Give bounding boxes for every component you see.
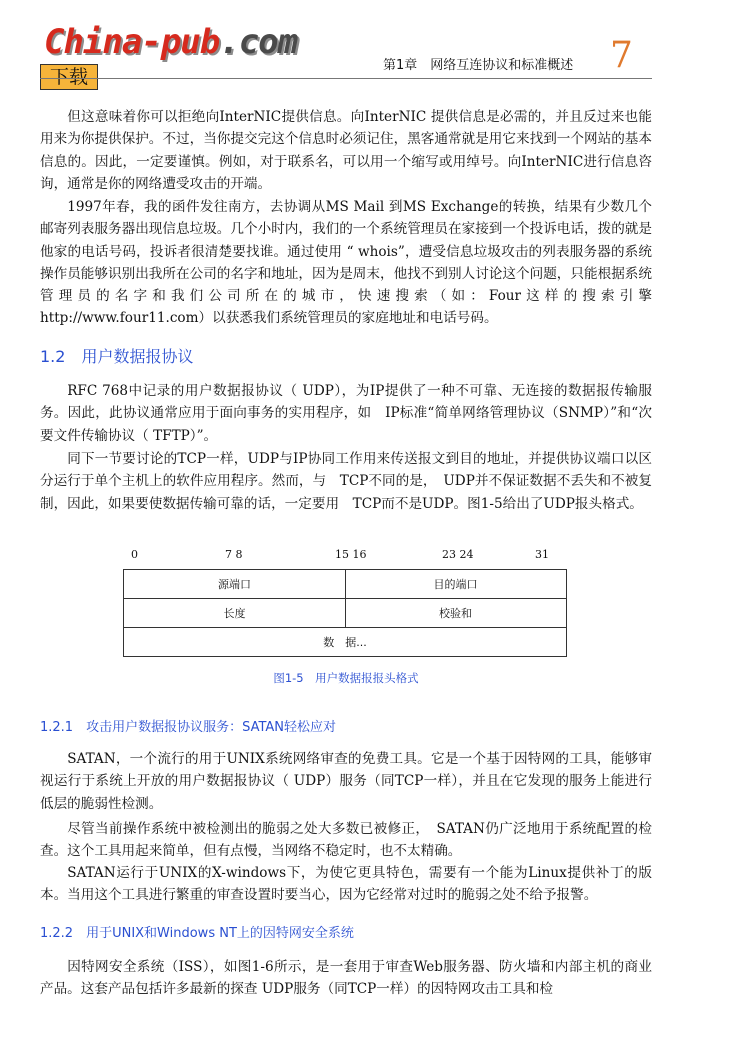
section-heading-1-2-2: 1.2.2 用于UNIX和Windows NT上的因特网安全系统 <box>40 926 354 941</box>
paragraph: RFC 768中记录的用户数据报协议（ UDP），为IP提供了一种不可靠、无连接的数据报传输服务。因此，此协议通常应用于面向事务的实用程序，如 IP标准“简单网络管理协议（SNMP）”和“次要文件传输协议（ TFTP）”。 <box>40 383 652 444</box>
bit-label: 7 8 <box>225 548 243 561</box>
dest-port-field: 目的端口 <box>433 578 478 591</box>
length-field: 长度 <box>223 607 246 620</box>
china-pub-logo <box>40 22 298 94</box>
paragraph: 1997年春，我的函件发往南方，去协调从MS Mail 到MS Exchange的转换，结果有少数几个邮寄列表服务器出现信息垃圾。几个小时内，我们的一个系统管理员在家接到一个投诉电话，拨的就是他家的电话号码，投诉者很清楚要找谁。通过使用 “ whois”，遭受信息垃圾攻击的列表服务器的系统操作员能够识别出我所在公司的名字和地址，因为是周末，他找不到别人讨论这个问题，只能根据系统管理员的名字和我们公司所在的城市，快速搜索（如：Four这样的搜索引擎http://www.four11.com）以获悉我们系统管理员的家庭地址和电话号码。 <box>40 199 652 327</box>
section-heading-1-2-1: 1.2.1 攻击用户数据报协议服务：SATAN轻松应对 <box>40 720 337 735</box>
bit-label: 0 <box>131 548 138 561</box>
data-field: 数 据... <box>323 636 367 649</box>
logo-text: China-pub.com <box>44 22 298 62</box>
paragraph: 同下一节要讨论的TCP一样，UDP与IP协同工作用来传送报文到目的地址，并提供协议端口以区分运行于单个主机上的软件应用程序。然而，与 TCP不同的是， UDP并不保证数据不丢失和不被复制，因此，如果要使数据传输可靠的话，一定要用 TCP而不是UDP。图1-5给出了UDP报头格式。 <box>40 451 652 512</box>
paragraph: 尽管当前操作系统中被检测出的脆弱之处大多数已被修正， SATAN仍广泛地用于系统配置的检查。这个工具用起来简单，但有点慢，当网络不稳定时，也不太精确。 <box>40 821 652 860</box>
paragraph: SATAN，一个流行的用于UNIX系统网络审查的免费工具。它是一个基于因特网的工具，能够审视运行于系统上开放的用户数据报协议（ UDP）服务（同TCP一样），并且在它发现的服务上能进行低层的脆弱性检测。 <box>40 751 652 812</box>
bit-label: 23 24 <box>442 548 474 561</box>
source-port-field: 源端口 <box>218 578 251 591</box>
paragraph: SATAN运行于UNIX的X-windows下，为使它更具特色，需要有一个能为Linux提供补丁的版本。当用这个工具进行繁重的审查设置时要当心，因为它经常对过时的脆弱之处不给予报警。 <box>40 865 652 904</box>
paragraph: 因特网安全系统（ISS），如图1-6所示，是一套用于审查Web服务器、防火墙和内部主机的商业产品。这套产品包括许多最新的探查 UDP服务（同TCP一样）的因特网攻击工具和检 <box>40 959 652 998</box>
bit-label: 31 <box>535 548 549 561</box>
checksum-field: 校验和 <box>439 607 472 620</box>
page-number: 7 <box>610 35 633 76</box>
paragraph: 但这意味着你可以拒绝向InterNIC提供信息。向InterNIC 提供信息是必需的，并且反过来也能用来为你提供保护。不过，当你提交完这个信息时必须记住，黑客通常就是用它来找到一个网站的基本信息的。因此，一定要谨慎。例如，对于联系名，可以用一个缩写或用绰号。向InterNIC进行信息咨询，通常是你的网络遭受攻击的开端。 <box>40 109 652 192</box>
logo-download-badge: 下载 <box>40 64 98 90</box>
udp-header-diagram <box>123 569 567 657</box>
figure-caption: 图1-5 用户数据报报头格式 <box>273 671 419 685</box>
header-rule <box>40 78 652 79</box>
running-head: 第1章 网络互连协议和标准概述 <box>383 58 574 73</box>
bit-label: 15 16 <box>335 548 367 561</box>
section-heading-1-2: 1.2 用户数据报协议 <box>40 347 194 366</box>
